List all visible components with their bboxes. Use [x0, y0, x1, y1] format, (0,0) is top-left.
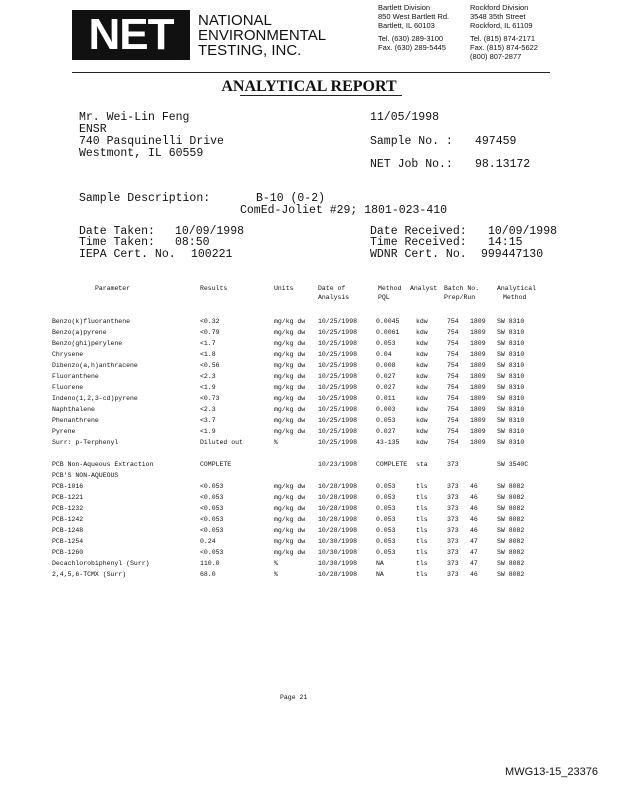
sample-description-line-1: B-10 (0-2) [256, 192, 326, 205]
sample-description-label: Sample Description: [79, 192, 211, 205]
cell-date: 10/28/1998 [318, 571, 358, 578]
cell-result: Diluted out [200, 439, 243, 446]
cell-parameter: PCB-1254 [52, 538, 84, 545]
cell-pql: 0.027 [376, 384, 396, 391]
cell-result: 110.0 [200, 560, 220, 567]
cell-pql: 0.027 [376, 373, 396, 380]
cell-method: SW 8082 [497, 483, 525, 490]
cell-pql: 0.027 [376, 428, 396, 435]
cell-pql: 0.0045 [376, 318, 400, 325]
cell-method: SW 8310 [497, 362, 525, 369]
cell-run: 46 [470, 571, 478, 578]
cell-date: 10/28/1998 [318, 505, 358, 512]
cell-parameter: 2,4,5,6-TCMX (Surr) [52, 571, 127, 578]
client-street: 740 Pasquinelli Drive [79, 135, 224, 148]
cell-date: 10/28/1998 [318, 483, 358, 490]
cell-result: 68.0 [200, 571, 216, 578]
sample-no-label: Sample No. : [370, 135, 453, 148]
cell-result: <1.8 [200, 351, 216, 358]
wdnr-cert-no: 999447130 [481, 248, 544, 261]
cell-run: 1809 [470, 395, 486, 402]
cell-parameter: PCB-1232 [52, 505, 84, 512]
cell-method: SW 8082 [497, 538, 525, 545]
cell-run: 46 [470, 527, 478, 534]
cell-prep: 754 [447, 406, 459, 413]
cell-parameter: Chrysene [52, 351, 84, 358]
sample-no: 497459 [475, 135, 517, 148]
cell-date: 10/25/1998 [318, 318, 358, 325]
report-date: 11/05/1998 [370, 111, 440, 124]
cell-result: <0.053 [200, 483, 224, 490]
report-title: ANALYTICAL REPORT [221, 78, 397, 95]
page-number: Page 21 [280, 694, 308, 701]
cell-method: SW 8310 [497, 351, 525, 358]
cell-date: 10/28/1998 [318, 516, 358, 523]
cell-date: 10/23/1998 [318, 461, 358, 468]
cell-method: SW 8082 [497, 494, 525, 501]
cell-date: 10/25/1998 [318, 384, 358, 391]
cell-method: SW 8082 [497, 560, 525, 567]
cell-date: 10/30/1998 [318, 560, 358, 567]
cell-analyst: sta [416, 461, 428, 468]
col-header-analyst: Analyst [410, 285, 438, 292]
cell-date: 10/30/1998 [318, 538, 358, 545]
cell-method: SW 8082 [497, 516, 525, 523]
cell-analyst: kdw [416, 340, 428, 347]
time-received-label: Time Received: [370, 236, 467, 249]
cell-date: 10/25/1998 [318, 439, 358, 446]
cell-analyst: kdw [416, 428, 428, 435]
cell-prep: 754 [447, 373, 459, 380]
cell-result: <0.32 [200, 318, 220, 325]
cell-parameter: PCB-1248 [52, 527, 84, 534]
cell-units: mg/kg dw [274, 395, 306, 402]
cell-parameter: Benzo(k)fluoranthene [52, 318, 131, 325]
cell-method: SW 8310 [497, 417, 525, 424]
cell-date: 10/28/1998 [318, 527, 358, 534]
cell-date: 10/25/1998 [318, 406, 358, 413]
cell-units: mg/kg dw [274, 483, 306, 490]
time-taken-label: Time Taken: [79, 236, 155, 249]
cell-analyst: tls [416, 483, 428, 490]
cell-parameter: Indeno(1,2,3-cd)pyrene [52, 395, 138, 402]
cell-analyst: kdw [416, 406, 428, 413]
cell-prep: 373 [447, 483, 459, 490]
cell-prep: 373 [447, 516, 459, 523]
cell-result: <0.053 [200, 516, 224, 523]
cell-method: SW 8310 [497, 406, 525, 413]
cell-method: SW 8310 [497, 439, 525, 446]
cell-pql: NA [376, 560, 384, 567]
cell-prep: 373 [447, 538, 459, 545]
col-header-date: Date of Analysis [318, 285, 350, 301]
cell-parameter: PCB-1260 [52, 549, 84, 556]
registered-mark: ® [183, 52, 188, 61]
cell-method: SW 8310 [497, 318, 525, 325]
cell-pql: 0.053 [376, 483, 396, 490]
cell-pql: COMPLETE [376, 461, 408, 468]
date-received: 10/09/1998 [488, 225, 558, 238]
cell-units: mg/kg dw [274, 417, 306, 424]
cell-result: <3.7 [200, 417, 216, 424]
cell-method: SW 8310 [497, 373, 525, 380]
document-reference: MWG13-15_23376 [505, 766, 598, 778]
cell-run: 1809 [470, 384, 486, 391]
cell-units: % [274, 560, 278, 567]
cell-prep: 754 [447, 362, 459, 369]
cell-units: mg/kg dw [274, 318, 306, 325]
cell-result: <0.79 [200, 329, 220, 336]
cell-analyst: kdw [416, 373, 428, 380]
cell-date: 10/25/1998 [318, 329, 358, 336]
cell-run: 46 [470, 505, 478, 512]
cell-result: <1.9 [200, 384, 216, 391]
cell-method: SW 8082 [497, 571, 525, 578]
cell-pql: 0.011 [376, 395, 396, 402]
cell-parameter: Pyrene [52, 428, 76, 435]
cell-analyst: tls [416, 560, 428, 567]
cell-pql: 43-135 [376, 439, 400, 446]
company-name-line-2: ENVIRONMENTAL [198, 27, 327, 44]
cell-parameter: Benzo(a)pyrene [52, 329, 107, 336]
cell-run: 1809 [470, 318, 486, 325]
col-header-method-pql: Method PQL [378, 285, 402, 301]
cell-prep: 754 [447, 318, 459, 325]
cell-parameter: PCB-1016 [52, 483, 84, 490]
cell-units: % [274, 439, 278, 446]
cell-run: 1809 [470, 362, 486, 369]
cell-method: SW 8082 [497, 549, 525, 556]
cell-analyst: tls [416, 494, 428, 501]
cell-date: 10/25/1998 [318, 340, 358, 347]
date-received-label: Date Received: [370, 225, 467, 238]
cell-run: 1809 [470, 351, 486, 358]
cell-analyst: kdw [416, 384, 428, 391]
client-city: Westmont, IL 60559 [79, 147, 204, 160]
cell-result: <2.3 [200, 406, 216, 413]
date-taken: 10/09/1998 [175, 225, 245, 238]
cell-parameter: PCB'S NON-AQUEOUS [52, 472, 119, 479]
cell-units: mg/kg dw [274, 527, 306, 534]
cell-parameter: Fluorene [52, 384, 84, 391]
time-received: 14:15 [488, 236, 523, 249]
iepa-cert-no: 100221 [191, 248, 233, 261]
cell-units: mg/kg dw [274, 428, 306, 435]
cell-method: SW 8082 [497, 527, 525, 534]
rockford-division-address: Rockford Division 3548 35th Street Rockford, IL 61109 Tel. (815) 874-2171 Fax. (815) 874-5622 (800) 807-2877 [470, 3, 538, 61]
wdnr-cert-label: WDNR Cert. No. [370, 248, 467, 261]
cell-prep: 754 [447, 329, 459, 336]
cell-pql: 0.003 [376, 406, 396, 413]
cell-pql: 0.0061 [376, 329, 400, 336]
col-header-batch: Batch No. Prep/Run [444, 285, 480, 301]
cell-prep: 373 [447, 505, 459, 512]
cell-date: 10/28/1998 [318, 494, 358, 501]
cell-parameter: Surr: p-Terphenyl [52, 439, 119, 446]
cell-prep: 754 [447, 351, 459, 358]
cell-result: <2.3 [200, 373, 216, 380]
cell-run: 1809 [470, 417, 486, 424]
cell-prep: 373 [447, 494, 459, 501]
cell-pql: NA [376, 571, 384, 578]
cell-parameter: Naphthalene [52, 406, 95, 413]
cell-prep: 754 [447, 417, 459, 424]
cell-prep: 754 [447, 428, 459, 435]
col-header-units: Units [274, 285, 294, 292]
net-logo: NET [72, 10, 190, 60]
cell-pql: 0.053 [376, 516, 396, 523]
cell-pql: 0.04 [376, 351, 392, 358]
date-taken-label: Date Taken: [79, 225, 155, 238]
cell-parameter: PCB-1221 [52, 494, 84, 501]
cell-pql: 0.053 [376, 340, 396, 347]
cell-result: <1.7 [200, 340, 216, 347]
cell-units: mg/kg dw [274, 406, 306, 413]
cell-units: mg/kg dw [274, 329, 306, 336]
cell-pql: 0.053 [376, 505, 396, 512]
cell-pql: 0.053 [376, 549, 396, 556]
time-taken: 08:50 [175, 236, 210, 249]
cell-date: 10/25/1998 [318, 395, 358, 402]
title-underline [240, 95, 402, 96]
sample-description-line-2: ComEd-Joliet #29; 1801-023-410 [240, 204, 448, 217]
cell-result: <0.053 [200, 549, 224, 556]
cell-run: 1809 [470, 428, 486, 435]
cell-result: <0.56 [200, 362, 220, 369]
cell-method: SW 3540C [497, 461, 529, 468]
cell-pql: 0.008 [376, 362, 396, 369]
cell-analyst: tls [416, 549, 428, 556]
cell-date: 10/25/1998 [318, 373, 358, 380]
cell-pql: 0.053 [376, 417, 396, 424]
cell-units: mg/kg dw [274, 340, 306, 347]
cell-analyst: kdw [416, 417, 428, 424]
cell-method: SW 8310 [497, 395, 525, 402]
cell-units: mg/kg dw [274, 538, 306, 545]
header-divider [72, 72, 550, 73]
cell-result: <0.053 [200, 527, 224, 534]
cell-result: <0.053 [200, 494, 224, 501]
cell-parameter: Decachlorobiphenyl (Surr) [52, 560, 150, 567]
company-name-line-3: TESTING, INC. [198, 42, 302, 59]
cell-result: <0.73 [200, 395, 220, 402]
cell-units: mg/kg dw [274, 494, 306, 501]
cell-run: 1809 [470, 373, 486, 380]
cell-method: SW 8082 [497, 505, 525, 512]
cell-prep: 373 [447, 527, 459, 534]
cell-run: 46 [470, 516, 478, 523]
cell-parameter: Fluoranthene [52, 373, 99, 380]
cell-parameter: Phenanthrene [52, 417, 99, 424]
client-name: Mr. Wei-Lin Feng [79, 111, 190, 124]
cell-date: 10/25/1998 [318, 417, 358, 424]
cell-analyst: kdw [416, 329, 428, 336]
cell-analyst: kdw [416, 439, 428, 446]
cell-method: SW 8310 [497, 428, 525, 435]
col-header-parameter: Parameter [95, 285, 131, 292]
cell-run: 47 [470, 549, 478, 556]
cell-run: 1809 [470, 439, 486, 446]
cell-prep: 373 [447, 461, 459, 468]
cell-analyst: tls [416, 538, 428, 545]
cell-units: mg/kg dw [274, 362, 306, 369]
cell-analyst: tls [416, 571, 428, 578]
cell-prep: 754 [447, 439, 459, 446]
cell-analyst: kdw [416, 362, 428, 369]
cell-method: SW 8310 [497, 384, 525, 391]
cell-analyst: tls [416, 505, 428, 512]
job-no-label: NET Job No.: [370, 158, 453, 171]
cell-run: 1809 [470, 340, 486, 347]
cell-units: mg/kg dw [274, 516, 306, 523]
cell-analyst: kdw [416, 351, 428, 358]
cell-prep: 373 [447, 571, 459, 578]
cell-parameter: Dibenzo(a,h)anthracene [52, 362, 138, 369]
cell-run: 47 [470, 538, 478, 545]
cell-analyst: tls [416, 527, 428, 534]
cell-result: <1.9 [200, 428, 216, 435]
job-no: 98.13172 [475, 158, 531, 171]
cell-units: mg/kg dw [274, 384, 306, 391]
iepa-cert-label: IEPA Cert. No. [79, 248, 176, 261]
cell-pql: 0.053 [376, 538, 396, 545]
client-company: ENSR [79, 123, 107, 136]
cell-result: COMPLETE [200, 461, 232, 468]
cell-prep: 754 [447, 340, 459, 347]
cell-date: 10/25/1998 [318, 428, 358, 435]
cell-analyst: tls [416, 516, 428, 523]
cell-units: mg/kg dw [274, 505, 306, 512]
cell-run: 46 [470, 483, 478, 490]
cell-units: mg/kg dw [274, 549, 306, 556]
cell-run: 46 [470, 494, 478, 501]
cell-pql: 0.053 [376, 527, 396, 534]
cell-prep: 373 [447, 560, 459, 567]
company-name-line-1: NATIONAL [198, 12, 272, 29]
cell-prep: 373 [447, 549, 459, 556]
cell-method: SW 8310 [497, 340, 525, 347]
cell-run: 1809 [470, 406, 486, 413]
cell-result: <0.053 [200, 505, 224, 512]
bartlett-division-address: Bartlett Division 850 West Bartlett Rd. Bartlett, IL 60103 Tel. (630) 289-3100 Fax. (630) 289-5445 [378, 3, 450, 52]
cell-run: 47 [470, 560, 478, 567]
cell-date: 10/25/1998 [318, 362, 358, 369]
cell-date: 10/30/1998 [318, 549, 358, 556]
cell-result: 0.24 [200, 538, 216, 545]
cell-units: mg/kg dw [274, 373, 306, 380]
cell-analyst: kdw [416, 395, 428, 402]
cell-units: mg/kg dw [274, 351, 306, 358]
col-header-results: Results [200, 285, 228, 292]
col-header-analytical-method: Analytical Method [497, 285, 537, 301]
cell-prep: 754 [447, 384, 459, 391]
cell-pql: 0.053 [376, 494, 396, 501]
cell-method: SW 8310 [497, 329, 525, 336]
cell-units: % [274, 571, 278, 578]
cell-run: 1809 [470, 329, 486, 336]
cell-parameter: PCB Non-Aqueous Extraction [52, 461, 154, 468]
cell-analyst: kdw [416, 318, 428, 325]
cell-parameter: PCB-1242 [52, 516, 84, 523]
cell-date: 10/25/1998 [318, 351, 358, 358]
cell-prep: 754 [447, 395, 459, 402]
cell-parameter: Benzo(ghi)perylene [52, 340, 123, 347]
